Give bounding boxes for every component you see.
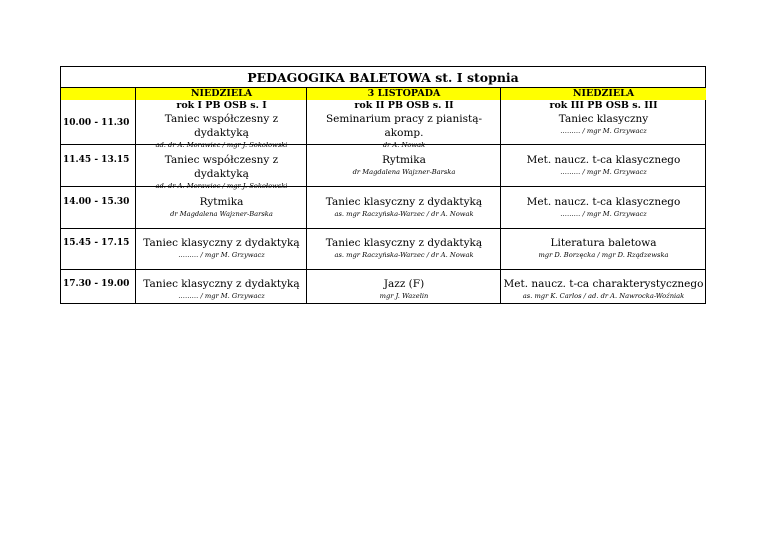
subject-name: Literatura baletowa <box>550 237 657 249</box>
schedule-cell <box>307 277 501 301</box>
subject-name: Taniec klasyczny z dydaktyką <box>143 278 300 290</box>
schedule-cell <box>501 100 706 136</box>
time-slot: 17.30 - 19.00 <box>63 279 130 289</box>
subject-name: Seminarium pracy z pianistą-akomp. <box>325 113 483 139</box>
time-slot: 14.00 - 15.30 <box>63 197 130 207</box>
teacher-name: ad. dr A. Morawiec / mgr J. Sokołowski <box>155 182 288 190</box>
teacher-name: dr A. Nowak <box>382 141 426 149</box>
column-header-3: NIEDZIELA <box>501 88 706 100</box>
year-label: rok I PB OSB s. I <box>176 100 267 111</box>
schedule-cell <box>501 277 706 301</box>
teacher-name: dr Magdalena Wajzner-Barska <box>170 210 273 218</box>
column-header-2: 3 LISTOPADA <box>307 88 501 100</box>
schedule-table <box>60 66 706 304</box>
row-divider <box>61 269 705 270</box>
subject-name: Met. naucz. t-ca charakterystycznego <box>503 278 704 290</box>
year-label: rok II PB OSB s. II <box>354 100 454 111</box>
column-header-1: NIEDZIELA <box>136 88 307 100</box>
schedule-cell <box>307 195 501 219</box>
teacher-name: ……… / mgr M. Grzywacz <box>178 251 265 259</box>
time-slot: 15.45 - 17.15 <box>63 238 130 248</box>
schedule-cell <box>136 100 307 150</box>
subject-name: Taniec klasyczny <box>558 113 649 125</box>
teacher-name: as. mgr K. Carlos / ad. dr A. Nawrocka-Woźniak <box>522 292 685 300</box>
teacher-name: ……… / mgr M. Grzywacz <box>560 168 647 176</box>
time-slot: 11.45 - 13.15 <box>63 155 130 165</box>
subject-name: Taniec klasyczny z dydaktyką <box>325 237 483 249</box>
schedule-cell <box>136 277 307 301</box>
subject-name: Taniec współczesny z dydaktyką <box>164 113 279 139</box>
teacher-name: ……… / mgr M. Grzywacz <box>560 210 647 218</box>
subject-name: Met. naucz. t-ca klasycznego <box>526 154 681 166</box>
schedule-cell <box>501 236 706 260</box>
teacher-name: ad. dr A. Morawiec / mgr J. Sokołowski <box>155 141 288 149</box>
teacher-name: as. mgr Raczyńska-Warzec / dr A. Nowak <box>334 210 474 218</box>
schedule-cell <box>307 153 501 177</box>
time-slot: 10.00 - 11.30 <box>63 118 130 128</box>
subject-name: Taniec klasyczny z dydaktyką <box>143 237 300 249</box>
teacher-name: ……… / mgr M. Grzywacz <box>560 127 647 135</box>
year-label: rok III PB OSB s. III <box>549 100 658 111</box>
schedule-cell <box>307 236 501 260</box>
teacher-name: mgr D. Borzęcka / mgr D. Rządzewska <box>538 251 669 259</box>
subject-name: Taniec klasyczny z dydaktyką <box>325 196 483 208</box>
subject-name: Met. naucz. t-ca klasycznego <box>526 196 681 208</box>
teacher-name: dr Magdalena Wajzner-Barska <box>352 168 456 176</box>
page-title: PEDAGOGIKA BALETOWA st. I stopnia <box>61 67 705 88</box>
schedule-cell <box>501 153 706 177</box>
row-divider <box>61 228 705 229</box>
teacher-name: as. mgr Raczyńska-Warzec / dr A. Nowak <box>334 251 474 259</box>
subject-name: Taniec współczesny z dydaktyką <box>164 154 279 180</box>
schedule-cell <box>136 195 307 219</box>
schedule-cell <box>136 236 307 260</box>
teacher-name: mgr J. Wazelin <box>379 292 429 300</box>
subject-name: Rytmika <box>382 154 426 166</box>
subject-name: Jazz (F) <box>383 278 425 290</box>
schedule-cell <box>501 195 706 219</box>
row-divider <box>61 186 705 187</box>
subject-name: Rytmika <box>199 196 244 208</box>
teacher-name: ……… / mgr M. Grzywacz <box>178 292 265 300</box>
row-divider <box>61 144 705 145</box>
header-time-cell <box>61 88 136 100</box>
schedule-cell <box>307 100 501 150</box>
